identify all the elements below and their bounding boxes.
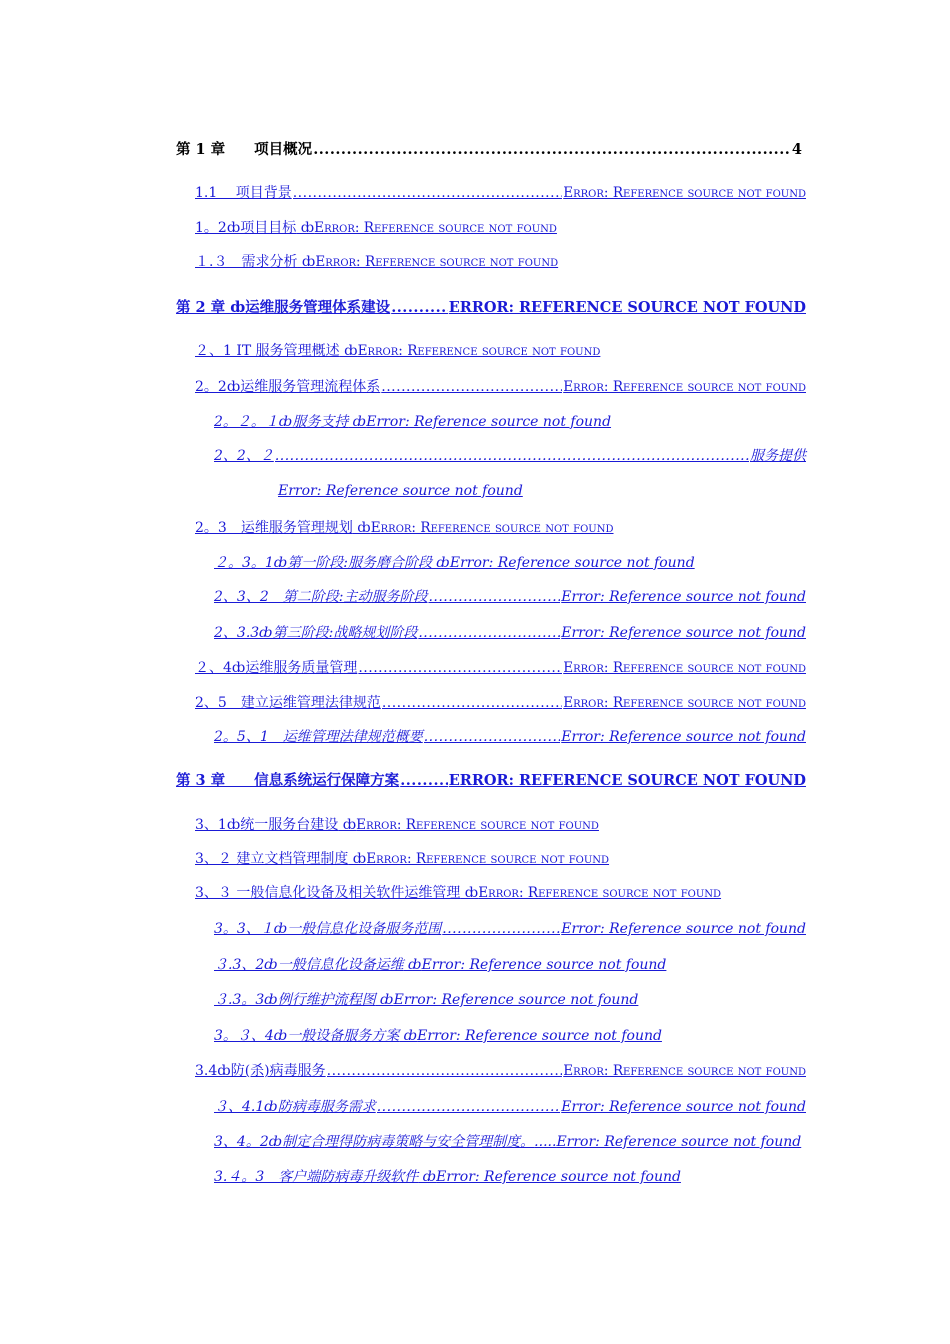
toc-entry[interactable] <box>195 517 614 537</box>
toc-separator: ȸ <box>339 343 358 359</box>
toc-entry-title: ２、4ȸ运维服务质量管理 <box>195 660 358 676</box>
toc-page-ref: Error: Reference source not found <box>561 1099 806 1115</box>
toc-separator: ȸ <box>418 1169 437 1185</box>
toc-entry[interactable] <box>195 340 600 360</box>
toc-page-ref: 4 <box>791 141 802 158</box>
toc-page-ref: Error: Reference source not found <box>436 1169 681 1185</box>
toc-page-ref: Error: Reference source not found <box>556 1134 802 1150</box>
toc-entry[interactable] <box>214 989 638 1009</box>
toc-separator: ȸ <box>338 817 357 833</box>
toc-entry[interactable] <box>195 182 806 202</box>
toc-separator: ȸ <box>403 957 422 973</box>
toc-entry[interactable] <box>214 918 806 938</box>
toc-entry[interactable] <box>195 1060 806 1080</box>
dot-leader <box>391 299 448 316</box>
dot-leader <box>313 141 791 158</box>
toc-page-ref: Error: Reference source not found <box>421 957 667 973</box>
toc-page-ref: Error: Reference source not found <box>417 1028 662 1044</box>
toc-page-ref: Error: Reference source not found <box>563 660 806 676</box>
toc-entry[interactable] <box>214 1025 662 1045</box>
toc-page-ref: Error: Reference source not found <box>370 520 614 536</box>
toc-separator: ȸ <box>431 555 450 571</box>
toc-entry[interactable] <box>214 552 695 572</box>
toc-entry-title: 2、2、２ <box>214 448 274 464</box>
toc-entry[interactable] <box>182 483 523 499</box>
toc-entry-title: 2。2ȸ运维服务管理流程体系 <box>195 379 381 395</box>
toc-separator: ȸ <box>375 992 394 1008</box>
toc-chapter-entry[interactable] <box>176 769 806 790</box>
toc-entry-title: 3.４。3 客户端防病毒升级软件 <box>214 1169 419 1185</box>
toc-entry-title: 2、3、2 第二阶段:主动服务阶段 <box>214 589 428 605</box>
toc-page-ref: Error: Reference source not found <box>563 695 806 711</box>
toc-entry-title: 3、２ 建立文档管理制度 <box>195 851 349 867</box>
toc-entry-title: 3。3、１ȸ一般信息化设备服务范围 <box>214 921 442 937</box>
toc-entry[interactable] <box>214 1096 806 1116</box>
dot-leader <box>293 185 562 201</box>
toc-page-ref: Error: Reference source not found <box>357 343 601 359</box>
dot-leader <box>275 448 749 464</box>
toc-entry[interactable] <box>214 622 806 642</box>
toc-entry-title: 2。２。１ȸ服务支持 <box>214 414 349 430</box>
toc-entry-title: 第 3 章 信息系统运行保障方案 <box>176 772 400 789</box>
toc-entry[interactable] <box>195 376 806 396</box>
toc-entry[interactable] <box>195 217 557 237</box>
toc-separator: ȸ <box>296 220 315 236</box>
toc-entry-title: １.３ 需求分析 <box>195 254 298 270</box>
toc-entry-title: 2。5、1 运维管理法律规范概要 <box>214 729 423 745</box>
dot-leader <box>424 729 560 745</box>
toc-entry-title: 3、4。2ȸ制定合理得防病毒策略与安全管理制度。 <box>214 1134 535 1150</box>
toc-entry[interactable] <box>195 882 721 902</box>
toc-separator: ȸ <box>297 254 316 270</box>
toc-separator: ..... <box>534 1134 557 1150</box>
toc-separator: ȸ <box>352 520 371 536</box>
dot-leader <box>327 1063 563 1079</box>
toc-entry-title: ３.3。3ȸ例行维护流程图 <box>214 992 376 1008</box>
toc-page-ref: Error: Reference source not found <box>561 625 806 641</box>
toc-chapter-entry[interactable] <box>176 296 806 317</box>
toc-entry-title: 3.4ȸ防(杀)病毒服务 <box>195 1063 326 1079</box>
toc-page-ref: Error: Reference source not found <box>561 729 806 745</box>
toc-page-ref: Error: Reference source not found <box>561 589 806 605</box>
toc-entry-title: ２。3。1ȸ第一阶段:服务磨合阶段 <box>214 555 432 571</box>
toc-separator: ȸ <box>348 851 367 867</box>
toc-entry-title: 1。2ȸ项目目标 <box>195 220 297 236</box>
toc-entry-title: 第 1 章 项目概况 <box>176 141 313 158</box>
toc-entry-title: 2、5 建立运维管理法律规范 <box>195 695 381 711</box>
toc-page-ref: ERROR: REFERENCE SOURCE NOT FOUND <box>448 772 806 789</box>
toc-entry[interactable] <box>214 726 806 746</box>
toc-entry[interactable] <box>214 954 666 974</box>
toc-page-ref: ERROR: REFERENCE SOURCE NOT FOUND <box>448 299 806 316</box>
toc-entry-title: ３.3、2ȸ一般信息化设备运维 <box>214 957 404 973</box>
toc-page-ref: Error: Reference source not found <box>278 483 523 499</box>
toc-entry-title: 3、３ 一般信息化设备及相关软件运维管理 <box>195 885 461 901</box>
dot-leader <box>382 695 562 711</box>
toc-entry-title: 3。３、4ȸ一般设备服务方案 <box>214 1028 400 1044</box>
toc-page-ref: Error: Reference source not found <box>366 851 610 867</box>
toc-page-ref: Error: Reference source not found <box>393 992 639 1008</box>
toc-chapter-entry <box>176 138 802 159</box>
toc-entry[interactable] <box>214 445 806 465</box>
toc-entry-title: ２、1 IT 服务管理概述 <box>195 343 340 359</box>
toc-page-ref: Error: Reference source not found <box>315 254 559 270</box>
dot-leader <box>377 1099 561 1115</box>
toc-entry[interactable] <box>195 848 609 868</box>
toc-entry-title: 2、3.3ȸ第三阶段:战略规划阶段 <box>214 625 418 641</box>
dot-leader <box>442 921 560 937</box>
toc-separator: ȸ <box>399 1028 418 1044</box>
toc-entry[interactable] <box>214 1131 801 1151</box>
toc-page-ref: Error: Reference source not found <box>561 921 806 937</box>
toc-page-ref: Error: Reference source not found <box>563 185 806 201</box>
toc-separator: ȸ <box>348 414 367 430</box>
dot-leader <box>358 660 562 676</box>
toc-separator: ȸ <box>460 885 479 901</box>
toc-entry[interactable] <box>195 251 558 271</box>
dot-leader <box>381 379 562 395</box>
toc-page-ref: Error: Reference source not found <box>449 555 695 571</box>
dot-leader <box>428 589 560 605</box>
toc-entry-title: 3、1ȸ统一服务台建设 <box>195 817 339 833</box>
toc-entry-title: 2。3 运维服务管理规划 <box>195 520 353 536</box>
toc-entry-title: ３、4.1ȸ防病毒服务需求 <box>214 1099 376 1115</box>
toc-entry-title: 第 2 章 ȸ运维服务管理体系建设 <box>176 299 391 316</box>
toc-page-ref: Error: Reference source not found <box>563 1063 806 1079</box>
toc-entry-title: 1.1 项目背景 <box>195 185 292 201</box>
toc-page-ref: Error: Reference source not found <box>563 379 806 395</box>
toc-entry[interactable] <box>195 692 806 712</box>
toc-page-ref: Error: Reference source not found <box>314 220 557 236</box>
toc-entry[interactable] <box>195 657 806 677</box>
toc-entry[interactable] <box>214 411 611 431</box>
dot-leader <box>418 625 560 641</box>
toc-page-ref: 服务提供 <box>750 448 806 464</box>
dot-leader <box>400 772 448 789</box>
toc-entry[interactable] <box>214 586 806 606</box>
toc-page-ref: Error: Reference source not found <box>356 817 599 833</box>
toc-page-ref: Error: Reference source not found <box>366 414 612 430</box>
toc-entry[interactable] <box>214 1166 681 1186</box>
toc-entry[interactable] <box>195 814 599 834</box>
toc-page-ref: Error: Reference source not found <box>478 885 722 901</box>
